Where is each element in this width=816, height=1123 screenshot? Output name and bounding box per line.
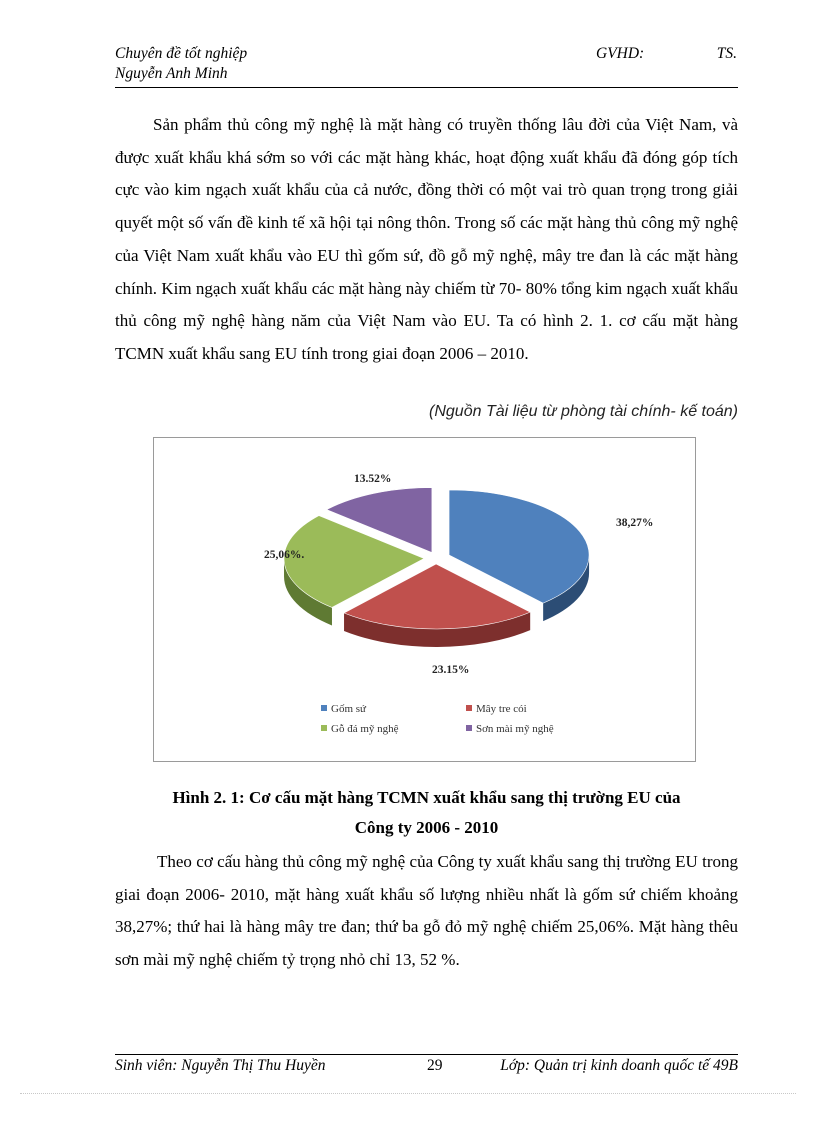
legend-label-1: Gốm sứ: [331, 703, 366, 715]
legend-swatch-4: [466, 725, 472, 731]
header-advisor-value: TS.: [716, 45, 737, 62]
caption-line-1: Hình 2. 1: Cơ cấu mặt hàng TCMN xuất khẩu sang thị trường EU của: [172, 788, 681, 807]
legend-item-4: [466, 722, 554, 736]
source-note: (Nguồn Tài liệu từ phòng tài chính- kế toán): [429, 403, 738, 420]
legend-label-2: Mây tre cói: [476, 703, 527, 715]
legend-swatch-1: [321, 705, 327, 711]
intro-paragraph: Sản phẩm thủ công mỹ nghệ là mặt hàng có truyền thống lâu đời của Việt Nam, và được xuất khẩu khá sớm so với các mặt hàng khác, hoạt động xuất khẩu đã đóng góp tích cực vào kim ngạch xuất khẩu của cả nước, đồng thời có một vai trò quan trọng trong giải quyết một số vấn đề kinh tế xã hội tại nông thôn. Trong số các mặt hàng thủ công mỹ nghệ của Việt Nam xuất khẩu vào EU thì gốm sứ, đồ gỗ mỹ nghệ, mây tre đan là các mặt hàng chính. Kim ngạch xuất khẩu các mặt hàng này chiếm từ 70- 80% tổng kim ngạch xuất khẩu thủ công mỹ nghệ hàng năm của Việt Nam vào EU. Ta có hình 2. 1. cơ cấu mặt hàng TCMN xuất khẩu sang EU tính trong giai đoạn 2006 – 2010.: [115, 115, 738, 363]
footer-class: Lớp: Quản trị kinh doanh quốc tế 49B: [500, 1057, 738, 1074]
footer-rule: [115, 1054, 738, 1055]
legend-item-1: [321, 702, 366, 716]
legend-label-3: Gỗ đá mỹ nghệ: [331, 723, 399, 735]
page-header: [115, 44, 737, 84]
page-number: 29: [427, 1057, 443, 1074]
figure-caption: [115, 783, 738, 843]
legend-label-4: Sơn mài mỹ nghệ: [476, 723, 554, 735]
header-thesis-title: Chuyên đề tốt nghiệp: [115, 45, 248, 62]
legend-swatch-2: [466, 705, 472, 711]
data-label-4: 13.52%: [354, 473, 392, 485]
page-edge-dots: [20, 1093, 796, 1094]
legend-swatch-3: [321, 725, 327, 731]
pie-chart-svg: [154, 438, 695, 761]
caption-line-2: Công ty 2006 - 2010: [354, 818, 499, 837]
data-label-3: 25,06%.: [264, 549, 305, 561]
header-author: Nguyễn Anh Minh: [115, 65, 228, 82]
header-advisor-label: GVHD:: [596, 45, 645, 62]
pie-chart: [153, 437, 696, 762]
footer-student: Sinh viên: Nguyễn Thị Thu Huyền: [115, 1057, 326, 1074]
page-footer: [115, 1057, 738, 1077]
data-label-2: 23.15%: [432, 664, 470, 676]
header-rule: [115, 87, 738, 88]
data-label-1: 38,27%: [616, 517, 654, 529]
analysis-paragraph: Theo cơ cấu hàng thủ công mỹ nghệ của Công ty xuất khẩu sang thị trường EU trong giai đoạn 2006- 2010, mặt hàng xuất khẩu số lượng nhiều nhất là gốm sứ chiếm khoảng 38,27%; thứ hai là hàng mây tre đan; thứ ba gỗ đỏ mỹ nghệ chiếm 25,06%. Mặt hàng thêu sơn mài mỹ nghệ chiếm tỷ trọng nhỏ chỉ 13, 52 %.: [115, 852, 738, 970]
legend-item-2: [466, 702, 527, 716]
legend-item-3: [321, 722, 399, 736]
